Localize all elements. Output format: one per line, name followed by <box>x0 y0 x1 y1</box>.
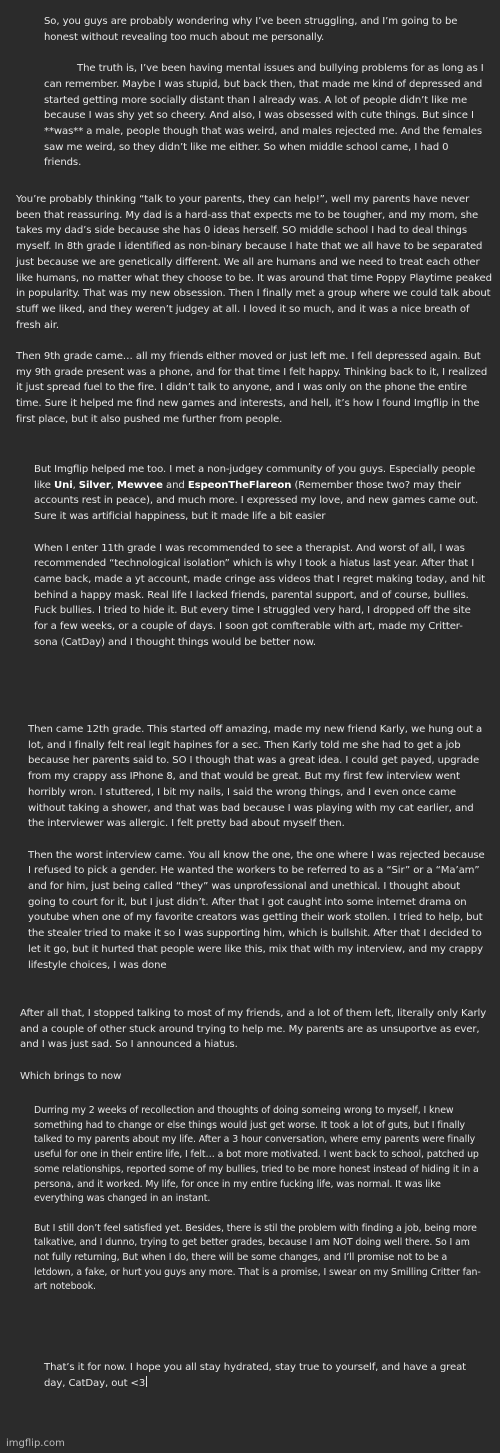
paragraph-truth: The truth is, I’ve been having mental issues and bullying problems for as long as I can remember. Maybe I was stupid, but back then, that made me kind of depressed and started getting more socially distant than I already was. A lot of people didn’t like me because I was shy yet so cheery. And also, I was obsessed with cute things. But since I **was** a male, people though that was weird, and males rejected me. And the females saw me weird, so they didn’t like me either. So when middle school came, I had 0 friends. <box>44 63 484 169</box>
signoff-text: That’s it for now. I hope you all stay hydrated, stay true to yourself, and have a great day, CatDay, out <3 <box>44 1362 467 1389</box>
imgflip-text-1: But Imgflip helped me too. I met a non-judgey community of you guys. Especially people like <box>34 464 476 491</box>
sep-2: , <box>110 479 117 491</box>
paragraph-recollection: Durring my 2 weeks of recollection and thoughts of doing someing wrong to myself, I knew something had to change or else things would just get worse. It took a lot of guts, but I finally talked to my parents about my life. After a 3 hour conversation, where emy parents were finally useful for one in their entire life, I felt… a bot more motivated. I went back to school, patched up some relationships, reported some of my bullies, tried to be more honest instead of hiding it in a persona, and it worked. My life, for once in my entire fucking life, was normal. It was like everything was changed in an instant. <box>34 1105 479 1205</box>
text-block-intro <box>44 14 484 171</box>
username-silver: Silver <box>78 479 111 491</box>
paragraph-imgflip <box>34 462 486 525</box>
text-block-imgflip <box>34 462 486 650</box>
paragraph-signoff <box>44 1360 480 1391</box>
paragraph-worst-interview: Then the worst interview came. You all know the one, the one where I was rejected because I refused to pick a gender. He wanted the workers to be referred to as a “Sir” or a “Ma’am” and for him, just being called “they” was unprofessional and unethical. I thought about going to court for it, but I just didn’t. After that I got caught into some internet drama on youtube when one of my favorite creators was getting their work stollen. I tried to help, but the stealer tried to make it so I was supporting him, which is bullshit. After that I decided to let it go, but it hurted that people were like this, mix that with my interview, and my crappy lifestyle choices, I was done <box>28 849 485 971</box>
paragraph-brings-to-now: Which brings to now <box>20 1070 122 1082</box>
paragraph-intro: So, you guys are probably wondering why I’ve been struggling, and I’m going to be honest without revealing too much about me personally. <box>44 16 458 43</box>
text-block-signoff <box>44 1360 480 1391</box>
paragraph-twelfth-grade: Then came 12th grade. This started off amazing, made my new friend Karly, we hung out a lot, and I finally felt real legit hapines for a sec. Then Karly told me she had to get a job because her parents said to. SO I though that was a great idea. I could get payed, upgrade from my crappy ass IPhone 8, and that would be great. But my first few interview went horribly wron. I stuttered, I bit my nails, I said the wrong things, and I even once came without taking a shower, and that was bad because I was playing with my cat earlier, and the interviewer was allergic. I felt pretty bad about myself then. <box>28 724 483 830</box>
paragraph-hiatus: After all that, I stopped talking to most of my friends, and a lot of them left, literally only Karly and a couple of other stuck around trying to help me. My parents are as unsuportve as ever, and I was just sad. So I announced a hiatus. <box>20 1008 487 1051</box>
username-mewvee: Mewvee <box>117 479 163 491</box>
username-espeon: EspeonTheFlareon <box>187 479 292 491</box>
paragraph-parents: You’re probably thinking “talk to your parents, they can help!”, well my parents have never been that reassuring. My dad is a hard-ass that expects me to be tougher, and my mom, she takes my dad’s side because she has 0 ideas herself. SO middle school I had to deal things myself. In 8th grade I identified as non-binary because I hate that we all have to be separated just because we are genetically different. We all are humans and we need to treat each other like humans, no matter what they choose to be. It was around that time Poppy Playtime peaked in popularity. That was my new obsession. Then I finally met a group where we could talk about stuff we liked, and they weren’t judgey at all. I loved it so much, and it was a nice breath of fresh air. <box>16 194 492 331</box>
text-block-parents <box>16 192 492 428</box>
text-block-recollection <box>34 1104 486 1295</box>
text-block-twelfth <box>28 722 488 973</box>
text-block-hiatus <box>20 1006 490 1085</box>
username-uni: Uni <box>54 479 73 491</box>
sep-3: and <box>162 479 188 491</box>
paragraph-not-satisfied: But I still don’t feel satisfied yet. Besides, there is stil the problem with finding a job, being more talkative, and I dunno, trying to get better grades, because I am NOT doing well there. So I am not fully returning, But when I do, there will be some changes, and I’ll promise not to be a letdown, a fake, or hurt you guys any more. That is a promise, I swear on my Smilling Critter fan-art notebook. <box>34 1222 481 1293</box>
paragraph-ninth-grade: Then 9th grade came… all my friends either moved or just left me. I fell depressed again. But my 9th grade present was a phone, and for that time I felt happy. Thinking back to it, I realized it just spread fuel to the fire. I didn’t talk to anyone, and I was only on the phone the entire time. Sure it helped me find new games and interests, and hell, it’s how I found Imgflip in the first place, but it also pushed me further from people. <box>16 351 488 425</box>
text-cursor <box>146 1376 147 1387</box>
paragraph-eleventh-grade: When I enter 11th grade I was recommended to see a therapist. And worst of all, I was recommended “technological isolation” which is why I took a hiatus last year. After that I came back, made a yt account, made cringe ass videos that I regret making today, and hit behind a happy mask. Real life I lacked friends, parental support, and of course, bullies. Fuck bullies. I tried to hide it. But every time I struggled very hard, I dropped off the site for a few weeks, or a couple of days. I soon got comfterable with art, made my Critter-sona (CatDay) and I thought things would be better now. <box>34 542 486 648</box>
imgflip-text-2: (Remember those two? may their accounts rest in peace), and much more. I expressed my love, and new games came out. Sure it was artificial happiness, but it made life a bit easier <box>34 479 479 523</box>
sep-1: , <box>72 479 79 491</box>
imgflip-watermark: imgflip.com <box>6 1438 65 1449</box>
